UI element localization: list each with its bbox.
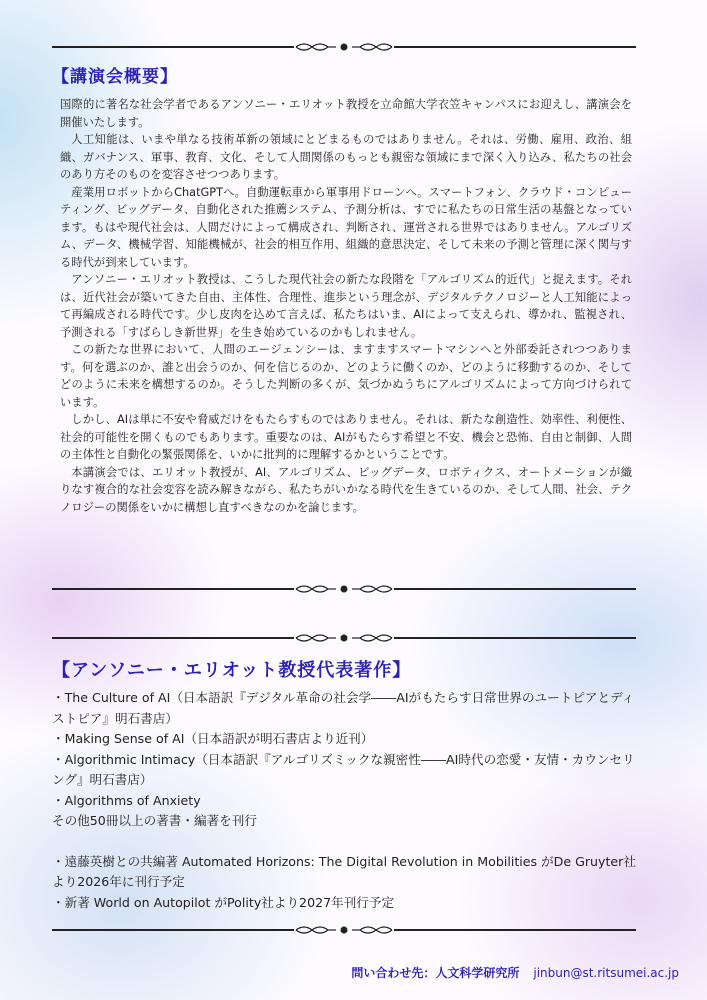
overview-paragraph: 本講演会では、エリオット教授が、AI、アルゴリズム、ビッグデータ、ロボティクス、オートメーションが織りなす複合的な社会変容を読み解きながら、私たちがいかなる時代を生きているのか、そして人間、社会、テクノロジーの関係をいかに構想し直すべきなのかを論じます。 <box>60 465 632 514</box>
overview-paragraph: 人工知能は、いまや単なる技術革新の領域にとどまるものではありません。それは、労働、雇用、政治、組織、ガバナンス、軍事、教育、文化、そして人間関係のもっとも親密な領域にまで深く入り込み、私たちの社会のあり方そのものを変容させつつあります。 <box>60 133 632 181</box>
list-item: ・Algorithms of Anxiety <box>52 792 201 808</box>
ornament-divider-mid1 <box>52 582 636 596</box>
list-item: ・Algorithmic Intimacy（日本語訳『アルゴリズミックな親密性――AI時代の恋愛・友情・カウンセリング』明石書店） <box>52 751 635 787</box>
contact-email[interactable]: jinbun@st.ritsumei.ac.jp <box>533 966 679 980</box>
flourish-icon <box>294 582 394 596</box>
list-item: ・Making Sense of AI（日本語訳が明石書店より近刊） <box>52 731 374 746</box>
contact-label: 問い合わせ先：人文科学研究所 <box>351 966 520 980</box>
flourish-icon <box>294 631 394 645</box>
overview-paragraph: この新たな世界において、人間のエージェンシーは、ますますスマートマシンへと外部委託されつつあります。何を選ぶのか、誰と出会うのか、何を信じるのか、どのように働くのか、どのように移動するのか、そしてどのように未来を構想するのか。そうした判断の多くが、気づかぬうちにアルゴリズムによって方向づけられています。 <box>60 343 632 409</box>
works-title: 【アンソニー・エリオット教授代表著作】 <box>52 660 412 681</box>
overview-paragraph: 産業用ロボットからChatGPTへ。自動運転車から軍事用ドローンへ。スマートフォン、クラウド・コンピューティング、ビッグデータ、自動化された推薦システム、予測分析は、すでに私たちの日常生活の基盤となっています。もはや現代社会は、人間だけによって構成され、判断され、運営される世界ではありません。アルゴリズム、データ、機械学習、知能機械が、社会的相互作用、組織的意思決定、そして未来の予測と管理に深く関与する時代が到来しています。 <box>60 185 632 269</box>
flourish-icon <box>294 40 394 54</box>
overview-paragraph: 国際的に著名な社会学者であるアンソニー・エリオット教授を立命館大学衣笠キャンパスにお迎えし、講演会を開催いたします。 <box>60 98 632 129</box>
ornament-divider-bottom <box>52 923 636 937</box>
overview-title: 【講演会概要】 <box>52 67 178 87</box>
works-list <box>52 688 642 913</box>
overview-paragraph: しかし、AIは単に不安や脅威だけをもたらすものではありません。それは、新たな創造性、効率性、利便性、社会的可能性を開くものでもあります。重要なのは、AIがもたらす希望と不安、機会と恐怖、自由と制御、人間の主体性と自動化の緊張関係を、いかに批判的に理解するかということです。 <box>60 413 632 461</box>
contact-info <box>351 964 679 981</box>
list-item: ・The Culture of AI（日本語訳『デジタル革命の社会学――AIがもたらす日常世界のユートピアとディストピア』明石書店） <box>52 690 635 726</box>
list-item: その他50冊以上の著書・編著を刊行 <box>52 813 257 828</box>
flourish-icon <box>294 923 394 937</box>
ornament-divider-top <box>52 40 636 54</box>
overview-paragraph: アンソニー・エリオット教授は、こうした現代社会の新たな段階を「アルゴリズム的近代」と捉えます。それは、近代社会が築いてきた自由、主体性、合理性、進歩という理念が、デジタルテクノロジーと人工知能によって再編成される時代です。少し皮肉を込めて言えば、私たちはいま、AIによって支えられ、導かれ、監視され、予測される「すばらしき新世界」を生き始めているのかもしれません。 <box>60 273 632 339</box>
list-item: ・新著 World on Autopilot がPolity社より2027年刊行予定 <box>52 894 395 910</box>
overview-body <box>60 96 632 516</box>
list-item: ・遠藤英樹との共編著 Automated Horizons: The Digital Revolution in Mobilities がDe Gruyter社より2026年に刊行予定 <box>52 853 636 889</box>
ornament-divider-mid2 <box>52 631 636 645</box>
